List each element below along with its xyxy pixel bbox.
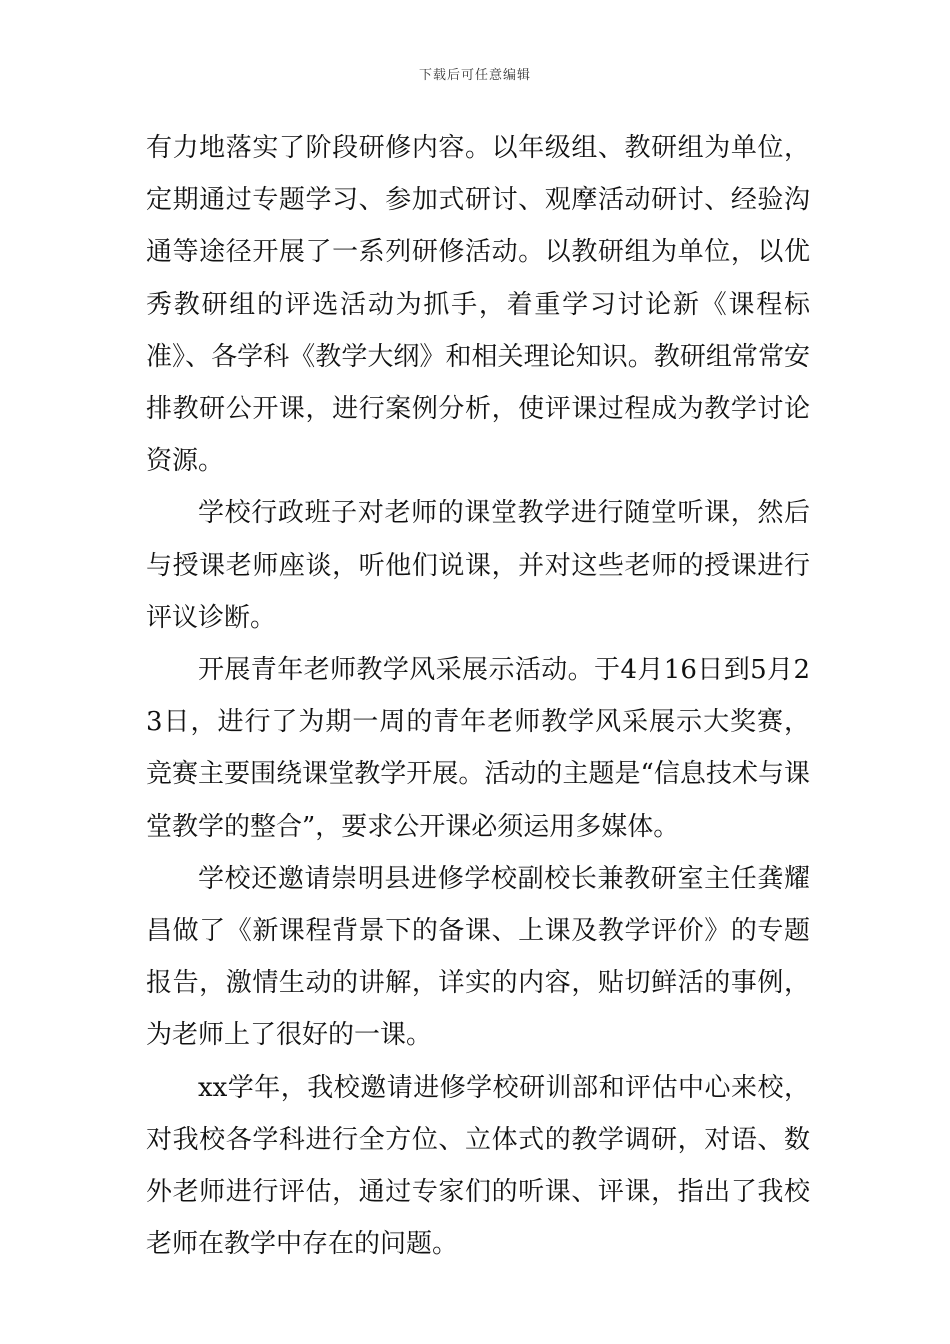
paragraph-continuation: 有力地落实了阶段研修内容。以年级组、教研组为单位，定期通过专题学习、参加式研讨、观摩活动研讨、经验沟通等途径开展了一系列研修活动。以教研组为单位，以优秀教研组的评选活动为抓手，着重学习讨论新《课程标准》、各学科《教学大纲》和相关理论知识。教研组常常安排教研公开课，进行案例分析，使评课过程成为教学讨论资源。	[146, 133, 810, 477]
page-header: 下载后可任意编辑	[418, 68, 531, 83]
paragraph-teaching-evaluation: xx学年，我校邀请进修学校研训部和评估中心来校，对我校各学科进行全方位、立体式的教学调研，对语、数外老师进行评估，通过专家们的听课、评课，指出了我校老师在教学中存在的问题。	[146, 1072, 810, 1260]
paragraph-special-report: 学校还邀请崇明县进修学校副校长兼教研室主任龚耀昌做了《新课程背景下的备课、上课及教学评价》的专题报告，激情生动的讲解，详实的内容，贴切鲜活的事例，为老师上了很好的一课。	[146, 863, 810, 1051]
document-body	[146, 122, 810, 1270]
paragraph-lesson-observation: 学校行政班子对老师的课堂教学进行随堂听课，然后与授课老师座谈，听他们说课，并对这些老师的授课进行评议诊断。	[146, 498, 810, 633]
paragraph-teaching-showcase: 开展青年老师教学风采展示活动。于4月16日到5月23日，进行了为期一周的青年老师教学风采展示大奖赛，竞赛主要围绕课堂教学开展。活动的主题是“信息技术与课堂教学的整合”，要求公开课必须运用多媒体。	[146, 655, 810, 842]
